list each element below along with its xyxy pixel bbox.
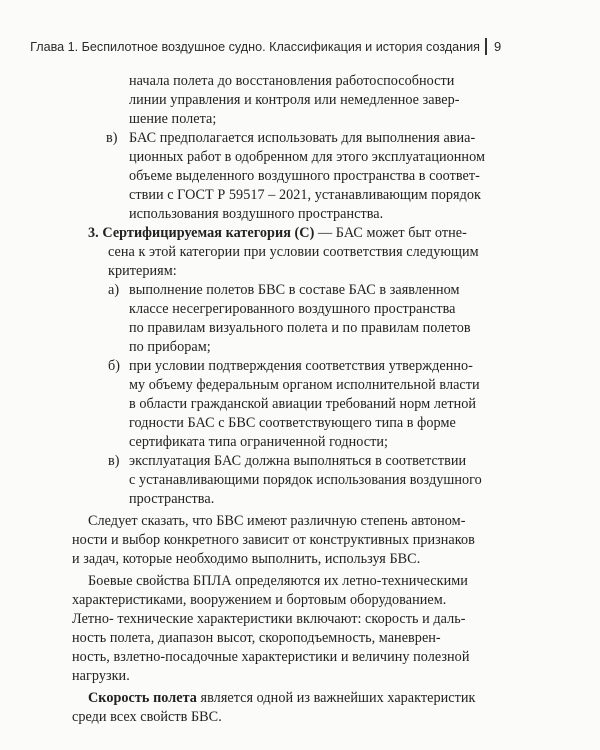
term-line bbox=[88, 689, 475, 708]
text-line: выполнение полетов БВС в составе БАС в заявленном bbox=[129, 282, 460, 298]
text-line: годности БАС с БВС соответствующего типа в форме bbox=[129, 415, 456, 431]
text-line: Следует сказать, что БВС имеют различную степень автоном- bbox=[88, 513, 466, 529]
term-desc: является одной из важнейших характеристик bbox=[196, 690, 476, 706]
text-line: по приборам; bbox=[129, 339, 211, 355]
text-line: Боевые свойства БПЛА определяются их летно-техническими bbox=[88, 573, 468, 589]
text-line: при условии подтверждения соответствия утвержденно- bbox=[129, 358, 473, 374]
list-marker: а) bbox=[108, 282, 120, 298]
text-line: ность, взлетно-посадочные характеристики и величину полезной bbox=[72, 649, 470, 665]
text-line: эксплуатация БАС должна выполняться в соответствии bbox=[129, 453, 467, 469]
text-line: начала полета до восстановления работоспособности bbox=[129, 73, 455, 89]
text-line: сена к этой категории при условии соответствия следующим bbox=[108, 244, 479, 260]
text-line: с устанавливающими порядок использования воздушного bbox=[129, 472, 482, 488]
text-line: характеристиками, вооружением и бортовым оборудованием. bbox=[72, 592, 447, 608]
list-marker: б) bbox=[108, 358, 121, 374]
page-number: 9 bbox=[494, 39, 502, 54]
text-line: нагрузки. bbox=[72, 668, 130, 684]
category-desc: — БАС может быт отне- bbox=[314, 225, 467, 241]
text-line: использования воздушного пространства. bbox=[129, 206, 384, 222]
text-line: му объему федеральным органом исполнительной власти bbox=[129, 377, 480, 393]
list-marker: в) bbox=[106, 130, 118, 146]
text-line: и задач, которые необходимо выполнить, используя БВС. bbox=[72, 551, 421, 567]
text-line: классе несегрегированного воздушного пространства bbox=[129, 301, 456, 317]
chapter-title: Глава 1. Беспилотное воздушное судно. Классификация и история создания bbox=[30, 40, 480, 54]
list-marker: в) bbox=[108, 453, 120, 469]
header-divider bbox=[485, 38, 487, 55]
text-line: критериям: bbox=[108, 263, 177, 279]
text-line: по правилам визуального полета и по правилам полетов bbox=[129, 320, 471, 336]
text-line: объеме выделенного воздушного пространства в соответ- bbox=[129, 168, 480, 184]
text-line: шение полета; bbox=[129, 111, 217, 127]
text-line: сертификата типа ограниченной годности; bbox=[129, 434, 389, 450]
text-line: Летно- технические характеристики включают: скорость и даль- bbox=[72, 611, 466, 627]
text-line: ности и выбор конкретного зависит от конструктивных признаков bbox=[72, 532, 475, 548]
category-number: 3. bbox=[88, 225, 99, 241]
running-header bbox=[0, 38, 600, 58]
category-title: Сертифицируемая категория (С) bbox=[102, 225, 315, 241]
category-heading bbox=[88, 224, 467, 243]
text-line: линии управления и контроля или немедленное завер- bbox=[129, 92, 460, 108]
text-line: ствии с ГОСТ Р 59517 – 2021, устанавливающим порядок bbox=[129, 187, 481, 203]
text-line: пространства. bbox=[129, 491, 215, 507]
term: Скорость полета bbox=[88, 690, 197, 706]
text-line: БАС предполагается использовать для выполнения авиа- bbox=[129, 130, 476, 146]
text-line: ность полета, диапазон высот, скороподъемность, маневрен- bbox=[72, 630, 441, 646]
text-line: ционных работ в одобренном для этого эксплуатационном bbox=[129, 149, 485, 165]
text-line: среди всех свойств БВС. bbox=[72, 709, 222, 725]
text-line: в области гражданской авиации требований норм летной bbox=[129, 396, 477, 412]
